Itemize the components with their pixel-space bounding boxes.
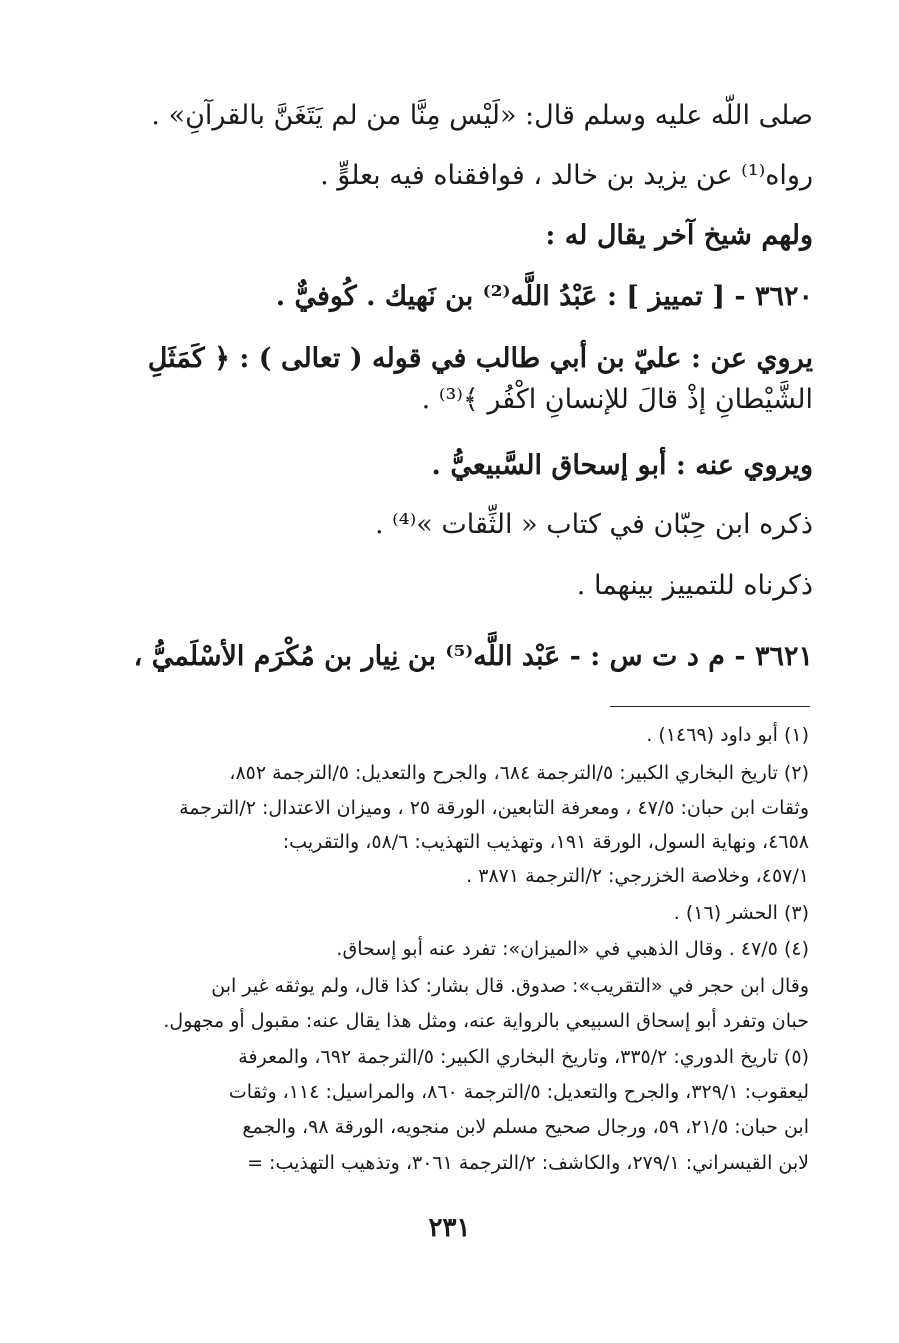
footnote-2-line-4: ٤٥٧/١، وخلاصة الخزرجي: ٢/الترجمة ٣٨٧١ . — [466, 865, 809, 887]
body-line-5: يروي عن : عليّ بن أبي طالب في قوله ( تعالى ) : ﴿ كَمَثَلِ — [147, 343, 813, 374]
body-line-7: ويروي عنه : أبو إسحاق السَّبيعيُّ . — [431, 450, 813, 481]
page-number: ٢٣١ — [428, 1213, 471, 1243]
footnote-5-line-4: لابن القيسراني: ٢٧٩/١، والكاشف: ٢/الترجمة ٣٠٦١، وتذهيب التهذيب: = — [247, 1152, 809, 1174]
body-line-3-heading: ولهم شيخ آخر يقال له : — [545, 220, 813, 251]
footnote-5-line-3: ابن حبان: ٢١/٥، ٥٩، ورجال صحيح مسلم لابن منجويه، الورقة ٩٨، والجمع — [242, 1116, 809, 1138]
footnote-divider — [610, 706, 810, 707]
body-line-1: صلى اللّه عليه وسلم قال: «لَيْس مِنَّا من لم يَتَغَنَّ بالقرآنِ» . — [151, 100, 813, 131]
footnote-1: (١) أبو داود (١٤٦٩) . — [646, 724, 809, 746]
footnote-5-line-2: ليعقوب: ٣٢٩/١، والجرح والتعديل: ٥/الترجمة ٨٦٠، والمراسيل: ١١٤، وثقات — [228, 1081, 809, 1103]
body-line-6: الشَّيْطانِ إذْ قالَ للإنسانِ اكْفُر ﴾⁽³⁾ . — [421, 384, 813, 415]
footnote-2-line-1: (٢) تاريخ البخاري الكبير: ٥/الترجمة ٦٨٤، والجرح والتعديل: ٥/الترجمة ٨٥٢، — [229, 762, 809, 784]
footnote-3: (٣) الحشر (١٦) . — [673, 902, 809, 924]
entry-3620-heading: ٣٦٢٠ - [ تمييز ] : عَبْدُ اللَّه⁽²⁾ بن نَهيك . كُوفيٌّ . — [275, 281, 813, 312]
body-line-8: ذكره ابن حِبّان في كتاب « الثِّقات »⁽⁴⁾ . — [375, 509, 813, 540]
body-line-2: رواه⁽¹⁾ عن يزيد بن خالد ، فوافقناه فيه بعلوٍّ . — [320, 160, 813, 191]
entry-3621-heading: ٣٦٢١ - م د ت س : - عَبْد اللَّه⁽⁵⁾ بن نِيار بن مُكْرَم الأسْلَميُّ ، — [133, 641, 813, 672]
footnote-5-line-1: (٥) تاريخ الدوري: ٣٣٥/٢، وتاريخ البخاري الكبير: ٥/الترجمة ٦٩٢، والمعرفة — [238, 1046, 809, 1068]
footnote-2-line-3: ٤٦٥٨، ونهاية السول، الورقة ١٩١، وتهذيب التهذيب: ٥٨/٦، والتقريب: — [282, 831, 809, 853]
footnote-4-line-2: وقال ابن حجر في «التقريب»: صدوق. قال بشار: كذا قال، ولم يوثقه غير ابن — [211, 975, 809, 997]
body-line-9: ذكرناه للتمييز بينهما . — [576, 570, 813, 601]
footnote-2-line-2: وثقات ابن حبان: ٤٧/٥ ، ومعرفة التابعين، الورقة ٢٥ ، وميزان الاعتدال: ٢/الترجمة — [179, 797, 809, 819]
footnote-4-line-3: حبان وتفرد أبو إسحاق السبيعي بالرواية عنه، ومثل هذا يقال عنه: مقبول أو مجهول. — [163, 1010, 809, 1032]
footnote-4-line-1: (٤) ٤٧/٥ . وقال الذهبي في «الميزان»: تفرد عنه أبو إسحاق. — [336, 938, 809, 960]
